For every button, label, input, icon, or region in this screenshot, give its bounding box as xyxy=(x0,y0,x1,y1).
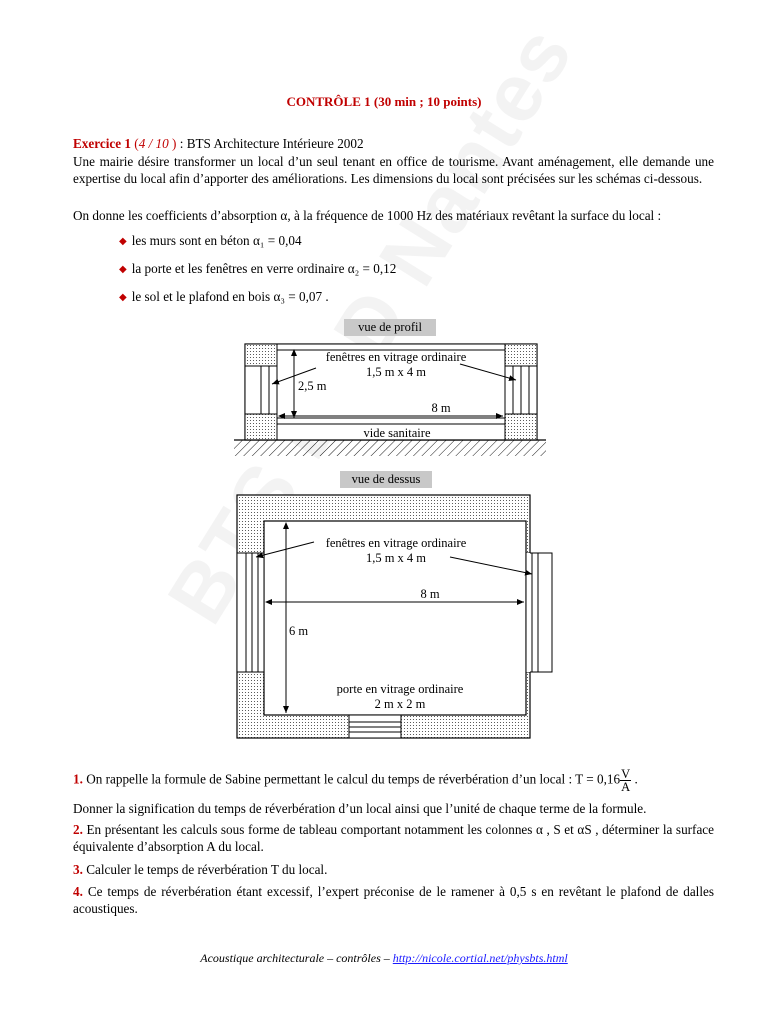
exercise-heading: Exercice 1 (4 / 10 ) : BTS Architecture Intérieure 2002 xyxy=(73,136,364,151)
intro-paragraph: Une mairie désire transformer un local d’un seul tenant en office de tourisme. Avant aménagement, elle demande une expertise du local afin d’apporter des améliorations. Les dimensions du local sont précisées sur les schémas ci-dessous. xyxy=(73,154,714,186)
question-4: 4. Ce temps de réverbération étant excessif, l’expert préconise de le ramener à 0,5 s en revêtant le plafond de dalles acoustiques. xyxy=(73,884,714,916)
profile-length-label: 8 m xyxy=(431,401,451,415)
coefficients-sentence: On donne les coefficients d’absorption α, à la fréquence de 1000 Hz des matériaux revêtant la surface du local : xyxy=(73,208,662,223)
exercise-points: 4 / 10 xyxy=(138,136,169,151)
diamond-bullet-icon: ◆ xyxy=(119,236,127,247)
profile-crawlspace-label: vide sanitaire xyxy=(363,426,431,440)
sabine-fraction: $\frac{V}{A}$ xyxy=(621,767,631,794)
profile-window-label-2: 1,5 m x 4 m xyxy=(365,365,427,379)
bullet-door-windows: ◆ la porte et les fenêtres en verre ordinaire α₂ = 0,12 xyxy=(119,261,397,276)
top-view-label: vue de dessus xyxy=(340,471,432,488)
top-window-label-1: fenêtres en vitrage ordinaire xyxy=(325,536,467,550)
page-title: CONTRÔLE 1 (30 min ; 10 points) xyxy=(286,94,482,109)
profile-view-label: vue de profil xyxy=(344,319,436,336)
top-length-label: 8 m xyxy=(420,587,440,601)
top-width-label: 6 m xyxy=(289,624,309,638)
profile-window-label-1: fenêtres en vitrage ordinaire xyxy=(325,350,467,364)
exercise-label: Exercice 1 xyxy=(73,136,131,151)
question-1: 1. On rappelle la formule de Sabine permettant le calcul du temps de réverbération d’un local : T = 0,16 $\frac{V}{A}$ . xyxy=(73,767,638,794)
bullet-floor-ceiling: ◆ le sol et le plafond en bois α₃ = 0,07 . xyxy=(119,289,329,304)
question-1-followup: Donner la signification du temps de réverbération d’un local ainsi que l’unité de chaque terme de la formule. xyxy=(73,801,647,816)
question-2: 2. En présentant les calculs sous forme de tableau comportant notamment les colonnes α , S et αS , déterminer la surface équivalente d’absorption A du local. xyxy=(73,822,714,854)
top-view-diagram xyxy=(232,490,558,746)
diamond-bullet-icon: ◆ xyxy=(119,264,127,275)
footer-link[interactable]: http://nicole.cortial.net/physbts.html xyxy=(392,951,568,965)
door-label-1: porte en vitrage ordinaire xyxy=(336,682,464,696)
profile-height-label: 2,5 m xyxy=(298,379,327,393)
question-3: 3. Calculer le temps de réverbération T du local. xyxy=(73,862,328,877)
profile-view-diagram xyxy=(234,338,546,460)
top-window-label-2: 1,5 m x 4 m xyxy=(365,551,427,565)
diamond-bullet-icon: ◆ xyxy=(119,292,127,303)
footer: Acoustique architecturale – contrôles – http://nicole.cortial.net/physbts.html xyxy=(200,951,568,965)
door-label-2: 2 m x 2 m xyxy=(374,697,426,711)
exercise-source: : BTS Architecture Intérieure 2002 xyxy=(176,136,364,151)
bullet-walls: ◆ les murs sont en béton α₁ = 0,04 xyxy=(119,233,302,248)
